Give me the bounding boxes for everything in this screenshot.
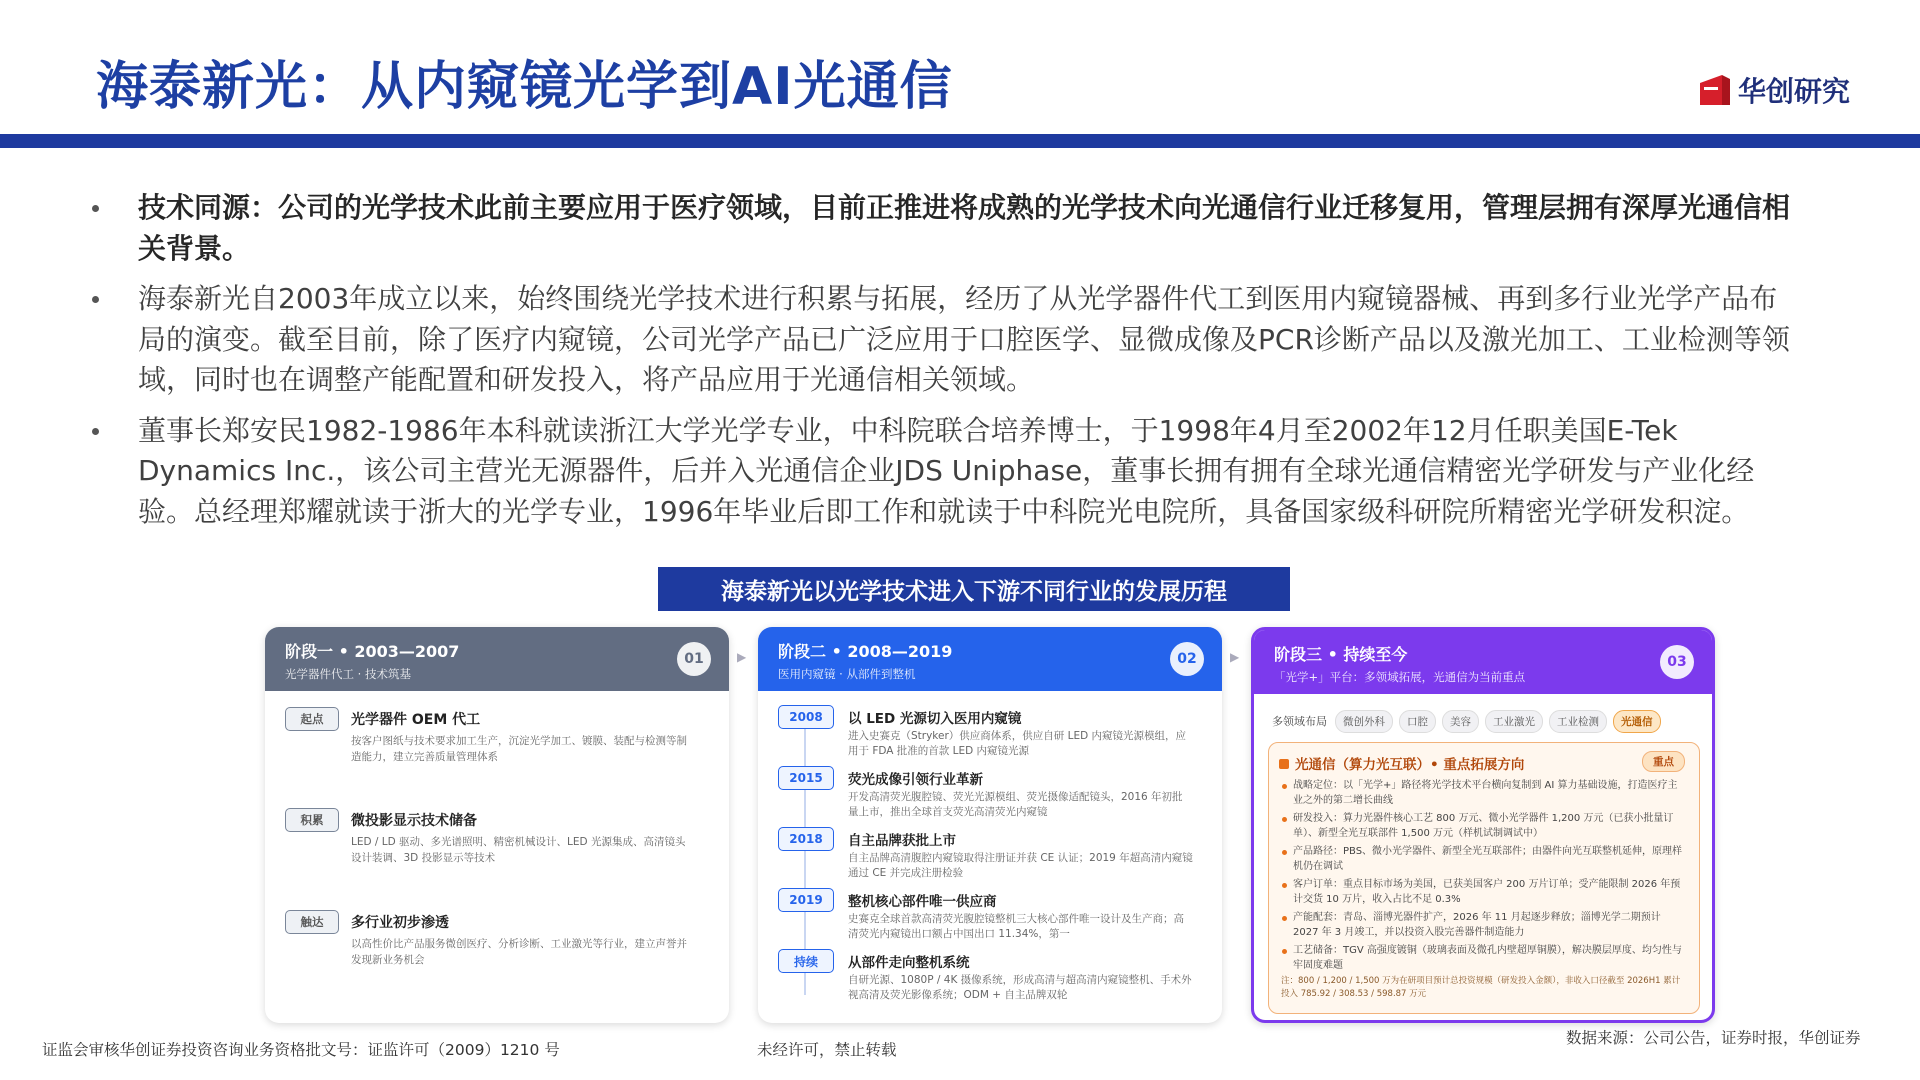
stage-arrow-icon: ▶ [1230, 650, 1240, 664]
stage-title: 阶段一 • 2003—2007 [285, 642, 460, 661]
timeline-year-tag: 2019 [778, 888, 834, 912]
stage-subtitle: 医用内窥镜 · 从部件到整机 [778, 667, 916, 681]
stage-number: 03 [1660, 645, 1694, 679]
focus-item-text: 产品路径：PBS、微小光学器件、新型全光互联部件；由器件向光互联整机延伸，原理样机仍在调试 [1293, 846, 1683, 872]
timeline-item-desc: 开发高清荧光腹腔镜、荧光光源模组、荧光摄像适配镜头，2016 年初批量上市，推出全球首支荧光高清荧光内窥镜 [848, 791, 1183, 818]
stage-item-desc: LED / LD 驱动、多光谱照明、精密机械设计、LED 光源集成、高清镜头设计装调、3D 投影显示等技术 [351, 836, 686, 864]
focus-item-text: 研发投入：算力光器件核心工艺 800 万元、微小光学器件 1,200 万元（已获小批量订单）、新型全光互联部件 1,500 万元（样机试制调试中） [1293, 813, 1674, 839]
stage-item-desc: 以高性价比产品服务微创医疗、分析诊断、工业激光等行业，建立声誉并发现新业务机会 [351, 938, 687, 966]
stage-item-desc: 按客户图纸与技术要求加工生产，沉淀光学加工、镀膜、装配与检测等制造能力，建立完善质量管理体系 [351, 735, 687, 763]
timeline-item-title: 荧光成像引领行业革新 [848, 772, 983, 788]
bullet-list [92, 188, 1802, 542]
timeline-item-title: 整机核心部件唯一供应商 [848, 894, 997, 910]
header-divider [0, 134, 1920, 148]
footer-copyright: 未经许可，禁止转载 [757, 1041, 897, 1059]
timeline-item-desc: 史赛克全球首款高清荧光腹腔镜整机三大核心部件唯一设计及生产商；高清荧光内窥镜出口额占中国出口 11.34%，第一 [848, 913, 1184, 940]
domain-label: 多领域布局 [1272, 715, 1327, 728]
focus-title [1279, 753, 1524, 773]
focus-square-icon [1279, 759, 1289, 769]
stage-number: 02 [1170, 642, 1204, 676]
bullet-dot-icon [92, 428, 99, 435]
focus-item [1281, 812, 1685, 841]
domain-chip-active: 光通信 [1613, 710, 1661, 733]
stage-item-tag: 积累 [285, 808, 339, 832]
focus-item-text: 客户订单：重点目标市场为美国，已获美国客户 200 万片订单；受产能限制 2026 年预计交货 10 万片，收入占比不足 0.3% [1293, 879, 1681, 905]
focus-item [1281, 911, 1685, 940]
stage-item-title: 微投影显示技术储备 [351, 813, 477, 829]
focus-panel [1268, 742, 1700, 1014]
stage-item-title: 光学器件 OEM 代工 [351, 712, 481, 728]
stage-item-tag: 触达 [285, 910, 339, 934]
focus-dot-icon [1282, 949, 1287, 954]
logo-text: 华创研究 [1738, 75, 1851, 108]
timeline-item-title: 从部件走向整机系统 [848, 955, 970, 971]
bullet-item [92, 279, 1802, 401]
stage-header [758, 627, 1222, 691]
focus-dot-icon [1282, 850, 1287, 855]
focus-item [1281, 779, 1685, 808]
bullet-text: 董事长郑安民1982-1986年本科就读浙江大学光学专业，中科院联合培养博士，于1998年4月至2002年12月任职美国E-Tek Dynamics Inc.，该公司主营光无源器件，后并入光通信企业JDS Uniphase，董事长拥有拥有全球光通信精密光学研发与产业化经验。总经理郑耀就读于浙大的光学专业，1996年毕业后即工作和就读于中科院光电院所，具备国家级科研院所精密光学研发积淀。 [138, 413, 1755, 528]
figure-title: 海泰新光以光学技术进入下游不同行业的发展历程 [658, 567, 1290, 611]
timeline-year-tag: 2008 [778, 705, 834, 729]
focus-note: 注：800 / 1,200 / 1,500 万为在研项目预计总投资规模（研发投入金额），非收入口径截至 2026H1 累计投入 785.92 / 308.53 / 598.87 万元 [1281, 976, 1681, 999]
stage-card-1 [265, 627, 729, 1023]
stage-card-2 [758, 627, 1222, 1023]
page-title: 海泰新光：从内窥镜光学到AI光通信 [96, 57, 953, 117]
focus-item [1281, 845, 1685, 874]
stage-header [265, 627, 729, 691]
stage-header [1254, 630, 1712, 694]
timeline-item-desc: 进入史赛克（Stryker）供应商体系，供应自研 LED 内窥镜光源模组，应用于 FDA 批准的首款 LED 内窥镜光源 [848, 730, 1187, 757]
focus-item-text: 工艺储备：TGV 高强度镀铜（玻璃表面及微孔内壁超厚铜膜），解决膜层厚度、均匀性与牢固度难题 [1293, 945, 1682, 971]
domain-chip: 工业检测 [1549, 710, 1607, 733]
stage-subtitle: 光学器件代工 · 技术筑基 [285, 667, 411, 681]
footer-license: 证监会审核华创证券投资咨询业务资格批文号：证监许可（2009）1210 号 [42, 1041, 560, 1059]
stage-arrow-icon: ▶ [737, 650, 747, 664]
timeline-year-tag: 2015 [778, 766, 834, 790]
logo [1700, 70, 1850, 110]
stage-number: 01 [677, 642, 711, 676]
focus-dot-icon [1282, 784, 1287, 789]
stage-title: 阶段二 • 2008—2019 [778, 642, 953, 661]
domain-chip: 微创外科 [1335, 710, 1393, 733]
timeline-year-tag: 2018 [778, 827, 834, 851]
domain-chip: 口腔 [1399, 710, 1436, 733]
focus-badge: 重点 [1642, 751, 1685, 772]
timeline-year-tag: 持续 [778, 949, 834, 973]
focus-title-text: 光通信（算力光互联）• 重点拓展方向 [1295, 757, 1525, 773]
stage-item-tag: 起点 [285, 707, 339, 731]
timeline-item-title: 以 LED 光源切入医用内窥镜 [848, 711, 1022, 727]
focus-item [1281, 944, 1685, 973]
stage-item-title: 多行业初步渗透 [351, 915, 449, 931]
domain-chip: 美容 [1442, 710, 1479, 733]
bullet-item [92, 411, 1802, 533]
bullet-dot-icon [92, 296, 99, 303]
bullet-dot-icon [92, 205, 99, 212]
bullet-item [92, 188, 1802, 269]
timeline-item-desc: 自研光源、1080P / 4K 摄像系统，形成高清与超高清内窥镜整机、手术外视高清及荧光影像系统；ODM + 自主品牌双轮 [848, 974, 1192, 1001]
bullet-text: 海泰新光自2003年成立以来，始终围绕光学技术进行积累与拓展，经历了从光学器件代工到医用内窥镜器械、再到多行业光学产品布局的演变。截至目前，除了医疗内窥镜，公司光学产品已广泛应用于口腔医学、显微成像及PCR诊断产品以及激光加工、工业检测等领域，同时也在调整产能配置和研发投入，将产品应用于光通信相关领域。 [138, 282, 1790, 396]
footer-source: 数据来源：公司公告，证券时报，华创证券 [1566, 1029, 1861, 1047]
focus-item-text: 战略定位：以「光学+」路径将光学技术平台横向复制到 AI 算力基础设施，打造医疗主业之外的第二增长曲线 [1293, 780, 1678, 806]
domain-chip: 工业激光 [1485, 710, 1543, 733]
bullet-text: 技术同源：公司的光学技术此前主要应用于医疗领域，目前正推进将成熟的光学技术向光通信行业迁移复用，管理层拥有深厚光通信相关背景。 [138, 191, 1791, 265]
logo-mark-icon [1700, 75, 1730, 105]
focus-item-text: 产能配套：青岛、淄博光器件扩产，2026 年 11 月起逐步释放；淄博光学二期预计 2027 年 3 月竣工，并以投资入股完善器件制造能力 [1293, 912, 1661, 938]
timeline-item-desc: 自主品牌高清腹腔内窥镜取得注册证并获 CE 认证；2019 年超高清内窥镜通过 CE 并完成注册检验 [848, 852, 1193, 879]
focus-list [1281, 779, 1685, 1000]
focus-dot-icon [1282, 817, 1287, 822]
stage-subtitle: 「光学+」平台：多领域拓展，光通信为当前重点 [1274, 670, 1526, 684]
focus-dot-icon [1282, 883, 1287, 888]
focus-item [1281, 878, 1685, 907]
domain-chip-row [1272, 706, 1702, 736]
stage-title: 阶段三 • 持续至今 [1274, 645, 1408, 664]
focus-dot-icon [1282, 916, 1287, 921]
stage-card-3 [1251, 627, 1715, 1023]
timeline-item-title: 自主品牌获批上市 [848, 833, 956, 849]
